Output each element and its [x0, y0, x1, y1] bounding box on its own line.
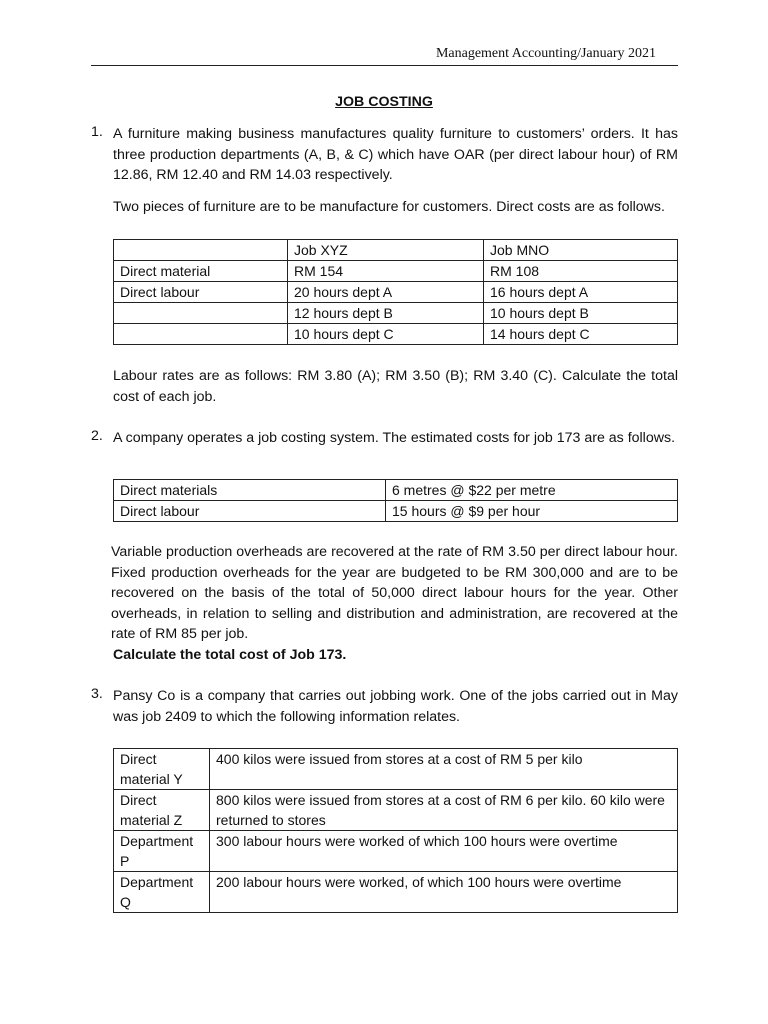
page-title: JOB COSTING — [335, 94, 433, 110]
table-cell: 10 hours dept C — [288, 324, 484, 345]
table-cell: 12 hours dept B — [288, 303, 484, 324]
running-header: Management Accounting/January 2021 — [435, 46, 656, 61]
table-row — [114, 282, 678, 303]
question-2 — [91, 428, 678, 449]
table-cell: 16 hours dept A — [484, 282, 678, 303]
table-row — [114, 872, 678, 913]
table-cell: 15 hours @ $9 per hour — [386, 501, 678, 522]
q3-job-table — [113, 748, 678, 913]
table-cell: 200 labour hours were worked, of which 100 hours were overtime — [210, 872, 678, 913]
question-number: 1. — [91, 124, 103, 140]
table-cell: Direct materials — [114, 480, 386, 501]
table-cell: RM 154 — [288, 261, 484, 282]
table-cell: 6 metres @ $22 per metre — [386, 480, 678, 501]
table-row — [114, 501, 678, 522]
table-row — [114, 749, 678, 790]
q1-cost-table — [113, 239, 678, 345]
table-cell — [114, 303, 288, 324]
table-cell: Direct material Z — [114, 790, 210, 831]
question-number: 2. — [91, 428, 103, 444]
table-cell: 14 hours dept C — [484, 324, 678, 345]
table-cell: Direct material Y — [114, 749, 210, 790]
table-cell: Direct material — [114, 261, 288, 282]
header-rule — [91, 65, 678, 66]
question-3-intro: Pansy Co is a company that carries out jobbing work. One of the jobs carried out in May was job 2409 to which the following information relates. — [113, 688, 678, 725]
question-2-paragraph-2: Variable production overheads are recovered at the rate of RM 3.50 per direct labour hour. Fixed production overheads for the year are budgeted to be RM 300,000 and are to be recovered on the basis of the total of 50,000 direct labour hours for the year. Other overheads, in relation to selling and distribution and administration, are recovered at the rate of RM 85 per job. — [111, 544, 678, 642]
question-1-paragraph-3: Labour rates are as follows: RM 3.80 (A); RM 3.50 (B); RM 3.40 (C). Calculate the total cost of each job. — [113, 368, 678, 405]
table-header-row — [114, 240, 678, 261]
table-cell: 300 labour hours were worked of which 100 hours were overtime — [210, 831, 678, 872]
table-cell: Direct labour — [114, 501, 386, 522]
table-header-cell: Job MNO — [484, 240, 678, 261]
table-header-cell: Job XYZ — [288, 240, 484, 261]
table-cell: 800 kilos were issued from stores at a cost of RM 6 per kilo. 60 kilo were returned to stores — [210, 790, 678, 831]
question-1-intro: A furniture making business manufactures quality furniture to customers’ orders. It has three production departments (A, B, & C) which have OAR (per direct labour hour) of RM 12.86, RM 12.40 and RM 14.03 respectively. — [113, 126, 678, 183]
table-row — [114, 790, 678, 831]
question-1 — [91, 124, 678, 186]
table-row — [114, 303, 678, 324]
table-header-cell — [114, 240, 288, 261]
question-3 — [91, 686, 678, 727]
table-cell: 20 hours dept A — [288, 282, 484, 303]
table-row — [114, 831, 678, 872]
table-cell: Department P — [114, 831, 210, 872]
table-cell: Department Q — [114, 872, 210, 913]
table-row — [114, 261, 678, 282]
table-cell: 400 kilos were issued from stores at a cost of RM 5 per kilo — [210, 749, 678, 790]
table-row — [114, 480, 678, 501]
question-2-instruction: Calculate the total cost of Job 173. — [113, 647, 347, 663]
table-row — [114, 324, 678, 345]
table-cell: Direct labour — [114, 282, 288, 303]
q2-cost-table — [113, 479, 678, 522]
table-cell — [114, 324, 288, 345]
question-1-paragraph-2: Two pieces of furniture are to be manufacture for customers. Direct costs are as follows. — [113, 199, 665, 215]
question-2-intro: A company operates a job costing system. The estimated costs for job 173 are as follows. — [113, 430, 676, 446]
table-cell: 10 hours dept B — [484, 303, 678, 324]
table-cell: RM 108 — [484, 261, 678, 282]
question-number: 3. — [91, 686, 103, 702]
